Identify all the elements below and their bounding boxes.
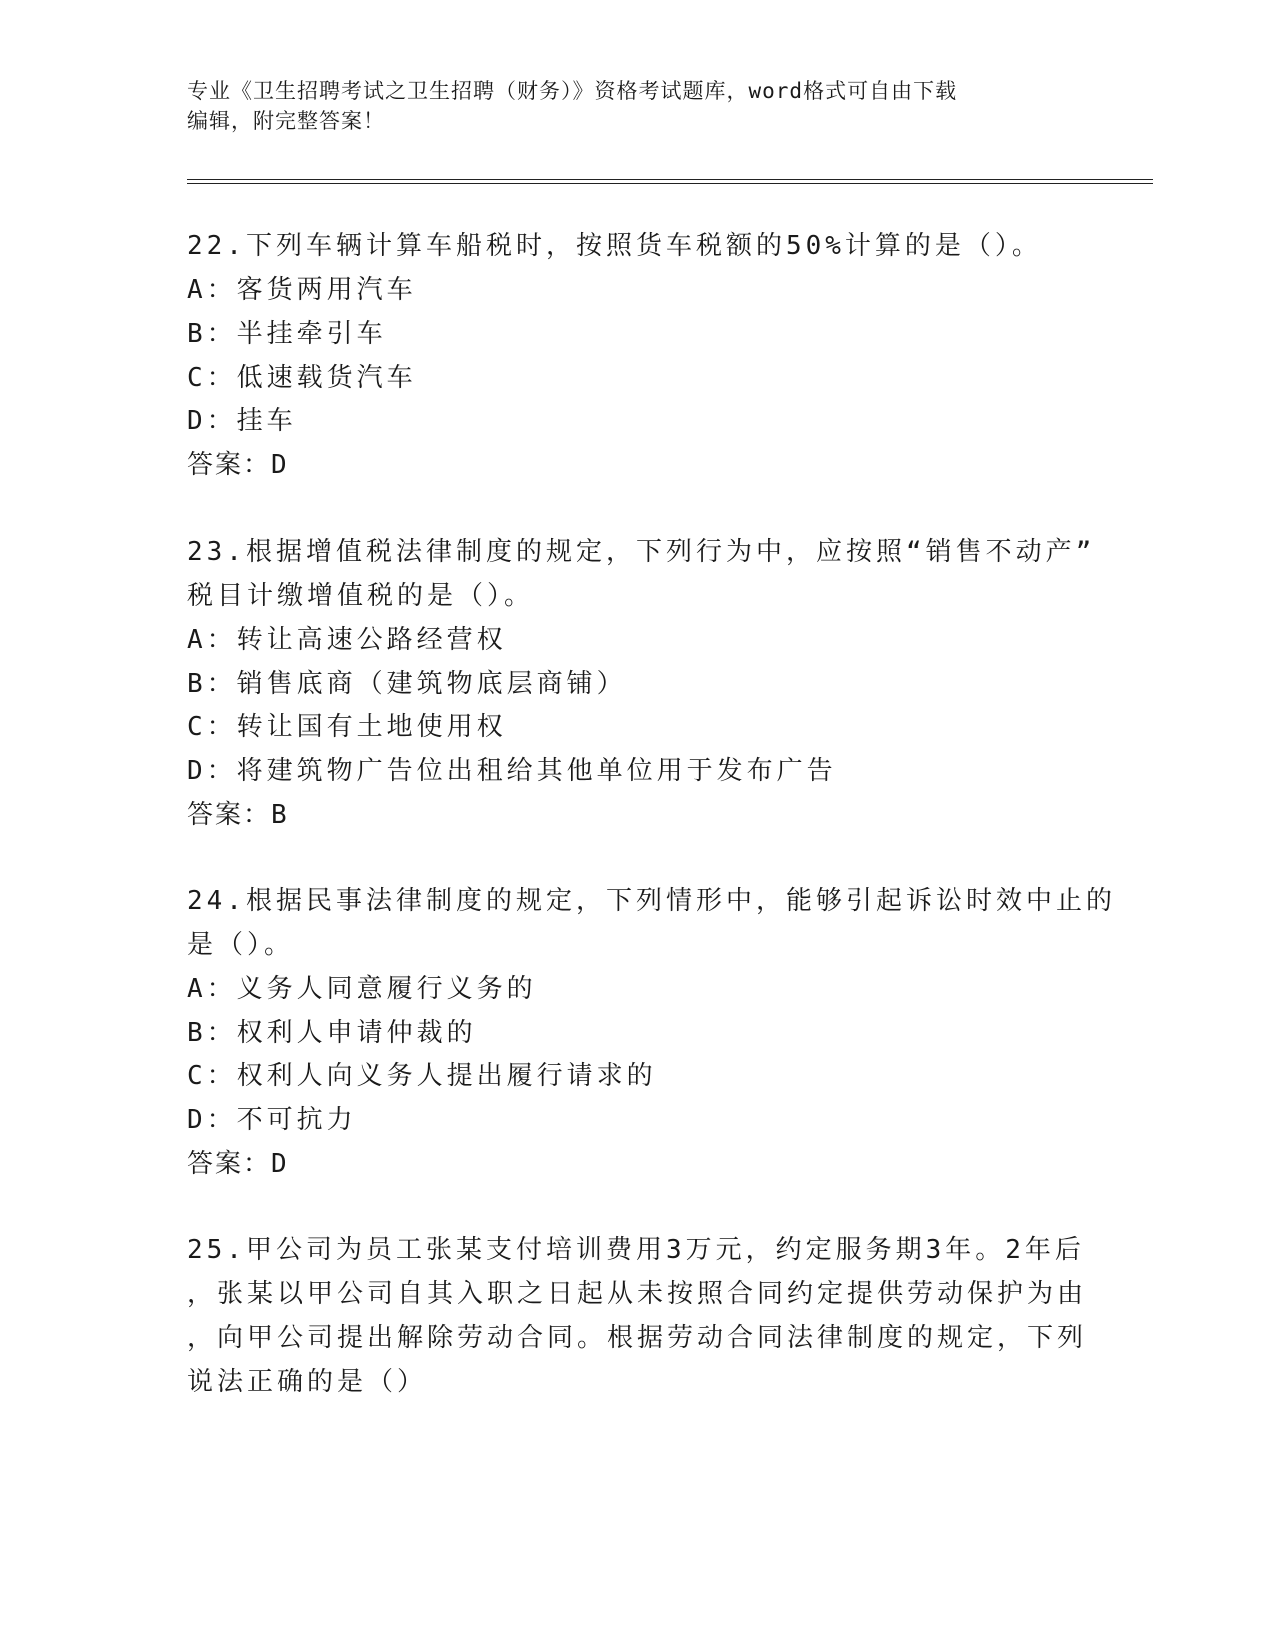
header-divider-bottom bbox=[187, 183, 1153, 184]
option-a: A：转让高速公路经营权 bbox=[187, 625, 507, 655]
question-stem-cont: ，向甲公司提出解除劳动合同。根据劳动合同法律制度的规定，下列 bbox=[187, 1323, 1088, 1353]
answer: 答案：D bbox=[187, 450, 289, 480]
option-d: D：不可抗力 bbox=[187, 1105, 357, 1135]
option-b: B：半挂牵引车 bbox=[187, 319, 387, 349]
option-c: C：权利人向义务人提出履行请求的 bbox=[187, 1061, 657, 1091]
question-stem: 24.根据民事法律制度的规定，下列情形中，能够引起诉讼时效中止的 bbox=[187, 886, 1116, 916]
option-d: D：挂车 bbox=[187, 406, 297, 436]
option-d: D：将建筑物广告位出租给其他单位用于发布广告 bbox=[187, 756, 837, 786]
option-b: B：销售底商（建筑物底层商铺） bbox=[187, 669, 627, 699]
header-line-1: 专业《卫生招聘考试之卫生招聘（财务）》资格考试题库，word格式可自由下载 bbox=[187, 79, 958, 103]
header-line-2: 编辑，附完整答案！ bbox=[187, 109, 385, 133]
answer: 答案：D bbox=[187, 1149, 289, 1179]
question-stem-cont: 是（）。 bbox=[187, 930, 295, 960]
option-a: A：义务人同意履行义务的 bbox=[187, 974, 537, 1004]
question-stem-cont: 说法正确的是（） bbox=[187, 1367, 428, 1397]
option-c: C：转让国有土地使用权 bbox=[187, 712, 507, 742]
option-c: C：低速载货汽车 bbox=[187, 363, 417, 393]
question-stem: 23.根据增值税法律制度的规定，下列行为中，应按照“销售不动产” bbox=[187, 537, 1096, 567]
question-stem-cont: 税目计缴增值税的是（）。 bbox=[187, 581, 535, 611]
question-stem: 22.下列车辆计算车船税时，按照货车税额的50%计算的是（）。 bbox=[187, 231, 1042, 261]
question-stem: 25.甲公司为员工张某支付培训费用3万元，约定服务期3年。2年后 bbox=[187, 1235, 1085, 1265]
document-header bbox=[187, 76, 1087, 136]
answer: 答案：B bbox=[187, 800, 289, 830]
option-a: A：客货两用汽车 bbox=[187, 275, 417, 305]
header-divider-top bbox=[187, 179, 1153, 180]
question-stem-cont: ，张某以甲公司自其入职之日起从未按照合同约定提供劳动保护为由 bbox=[187, 1279, 1088, 1309]
option-b: B：权利人申请仲裁的 bbox=[187, 1018, 477, 1048]
